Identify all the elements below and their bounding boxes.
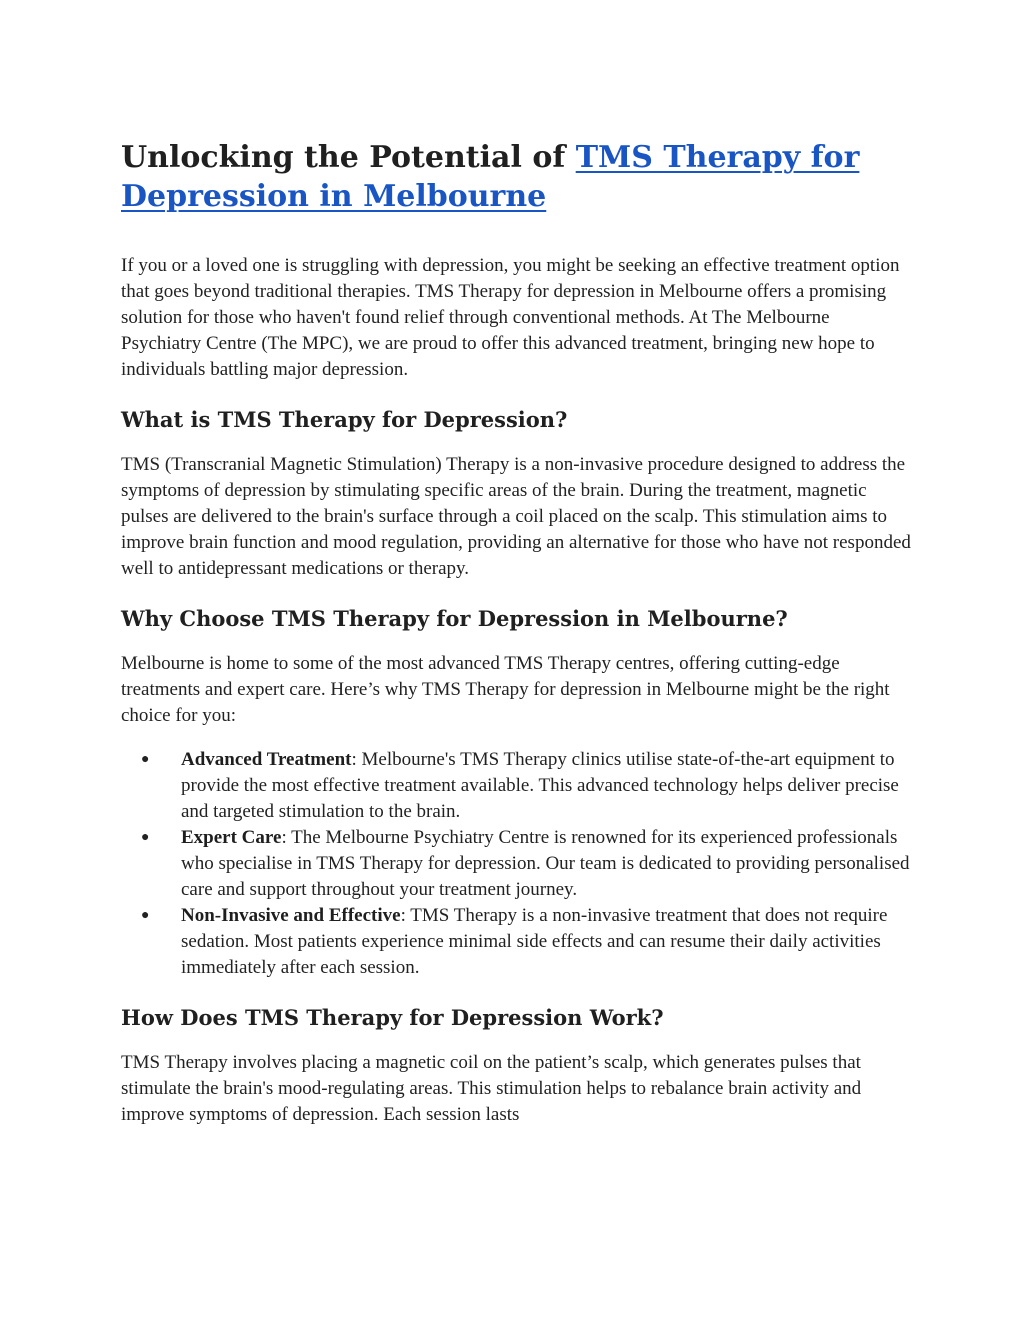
document-page [121, 138, 911, 1128]
list-item-label: Advanced Treatment [181, 749, 352, 770]
bullet-icon: ● [141, 752, 150, 767]
list-item [121, 747, 911, 825]
section-heading-how-works: How Does TMS Therapy for Depression Work? [121, 1005, 664, 1030]
list-item-text: : Melbourne's TMS Therapy clinics utilise state-of-the-art equipment to provide the most effective treatment available. This advanced technology helps deliver precise and targeted stimulation to the brain. [181, 749, 899, 822]
section-heading-what-is: What is TMS Therapy for Depression? [121, 407, 568, 432]
section-body-what-is: TMS (Transcranial Magnetic Stimulation) Therapy is a non-invasive procedure designed to address the symptoms of depression by stimulating specific areas of the brain. During the treatment, magnetic pulses are delivered to the brain's surface through a coil placed on the scalp. This stimulation aims to improve brain function and mood regulation, providing an alternative for those who have not responded well to antidepressant medications or therapy. [121, 454, 911, 579]
benefits-list [121, 747, 911, 981]
list-item-label: Non-Invasive and Effective [181, 905, 401, 926]
list-item [121, 825, 911, 903]
section-body-why-choose: Melbourne is home to some of the most advanced TMS Therapy centres, offering cutting-edge treatments and expert care. Here’s why TMS Therapy for depression in Melbourne might be the right choice for you: [121, 653, 890, 726]
list-item-text: : TMS Therapy is a non-invasive treatment that does not require sedation. Most patients experience minimal side effects and can resume their daily activities immediately after each session. [181, 905, 888, 978]
bullet-icon: ● [141, 830, 150, 845]
section-body-how-works: TMS Therapy involves placing a magnetic coil on the patient’s scalp, which generates pulses that stimulate the brain's mood-regulating areas. This stimulation helps to rebalance brain activity and improve symptoms of depression. Each session lasts [121, 1052, 862, 1125]
page-title [121, 138, 911, 216]
section-heading-why-choose: Why Choose TMS Therapy for Depression in Melbourne? [121, 606, 788, 631]
bullet-icon: ● [141, 908, 150, 923]
list-item [121, 903, 911, 981]
title-link[interactable]: TMS Therapy for Depression in Melbourne [121, 140, 860, 214]
list-item-text: : The Melbourne Psychiatry Centre is renowned for its experienced professionals who specialise in TMS Therapy for depression. Our team is dedicated to providing personalised care and support throughout your treatment journey. [181, 827, 910, 900]
list-item-label: Expert Care [181, 827, 282, 848]
intro-paragraph: If you or a loved one is struggling with depression, you might be seeking an effective treatment option that goes beyond traditional therapies. TMS Therapy for depression in Melbourne offers a promising solution for those who haven't found relief through conventional methods. At The Melbourne Psychiatry Centre (The MPC), we are proud to offer this advanced treatment, bringing new hope to individuals battling major depression. [121, 255, 900, 380]
title-prefix: Unlocking the Potential of [121, 140, 576, 175]
